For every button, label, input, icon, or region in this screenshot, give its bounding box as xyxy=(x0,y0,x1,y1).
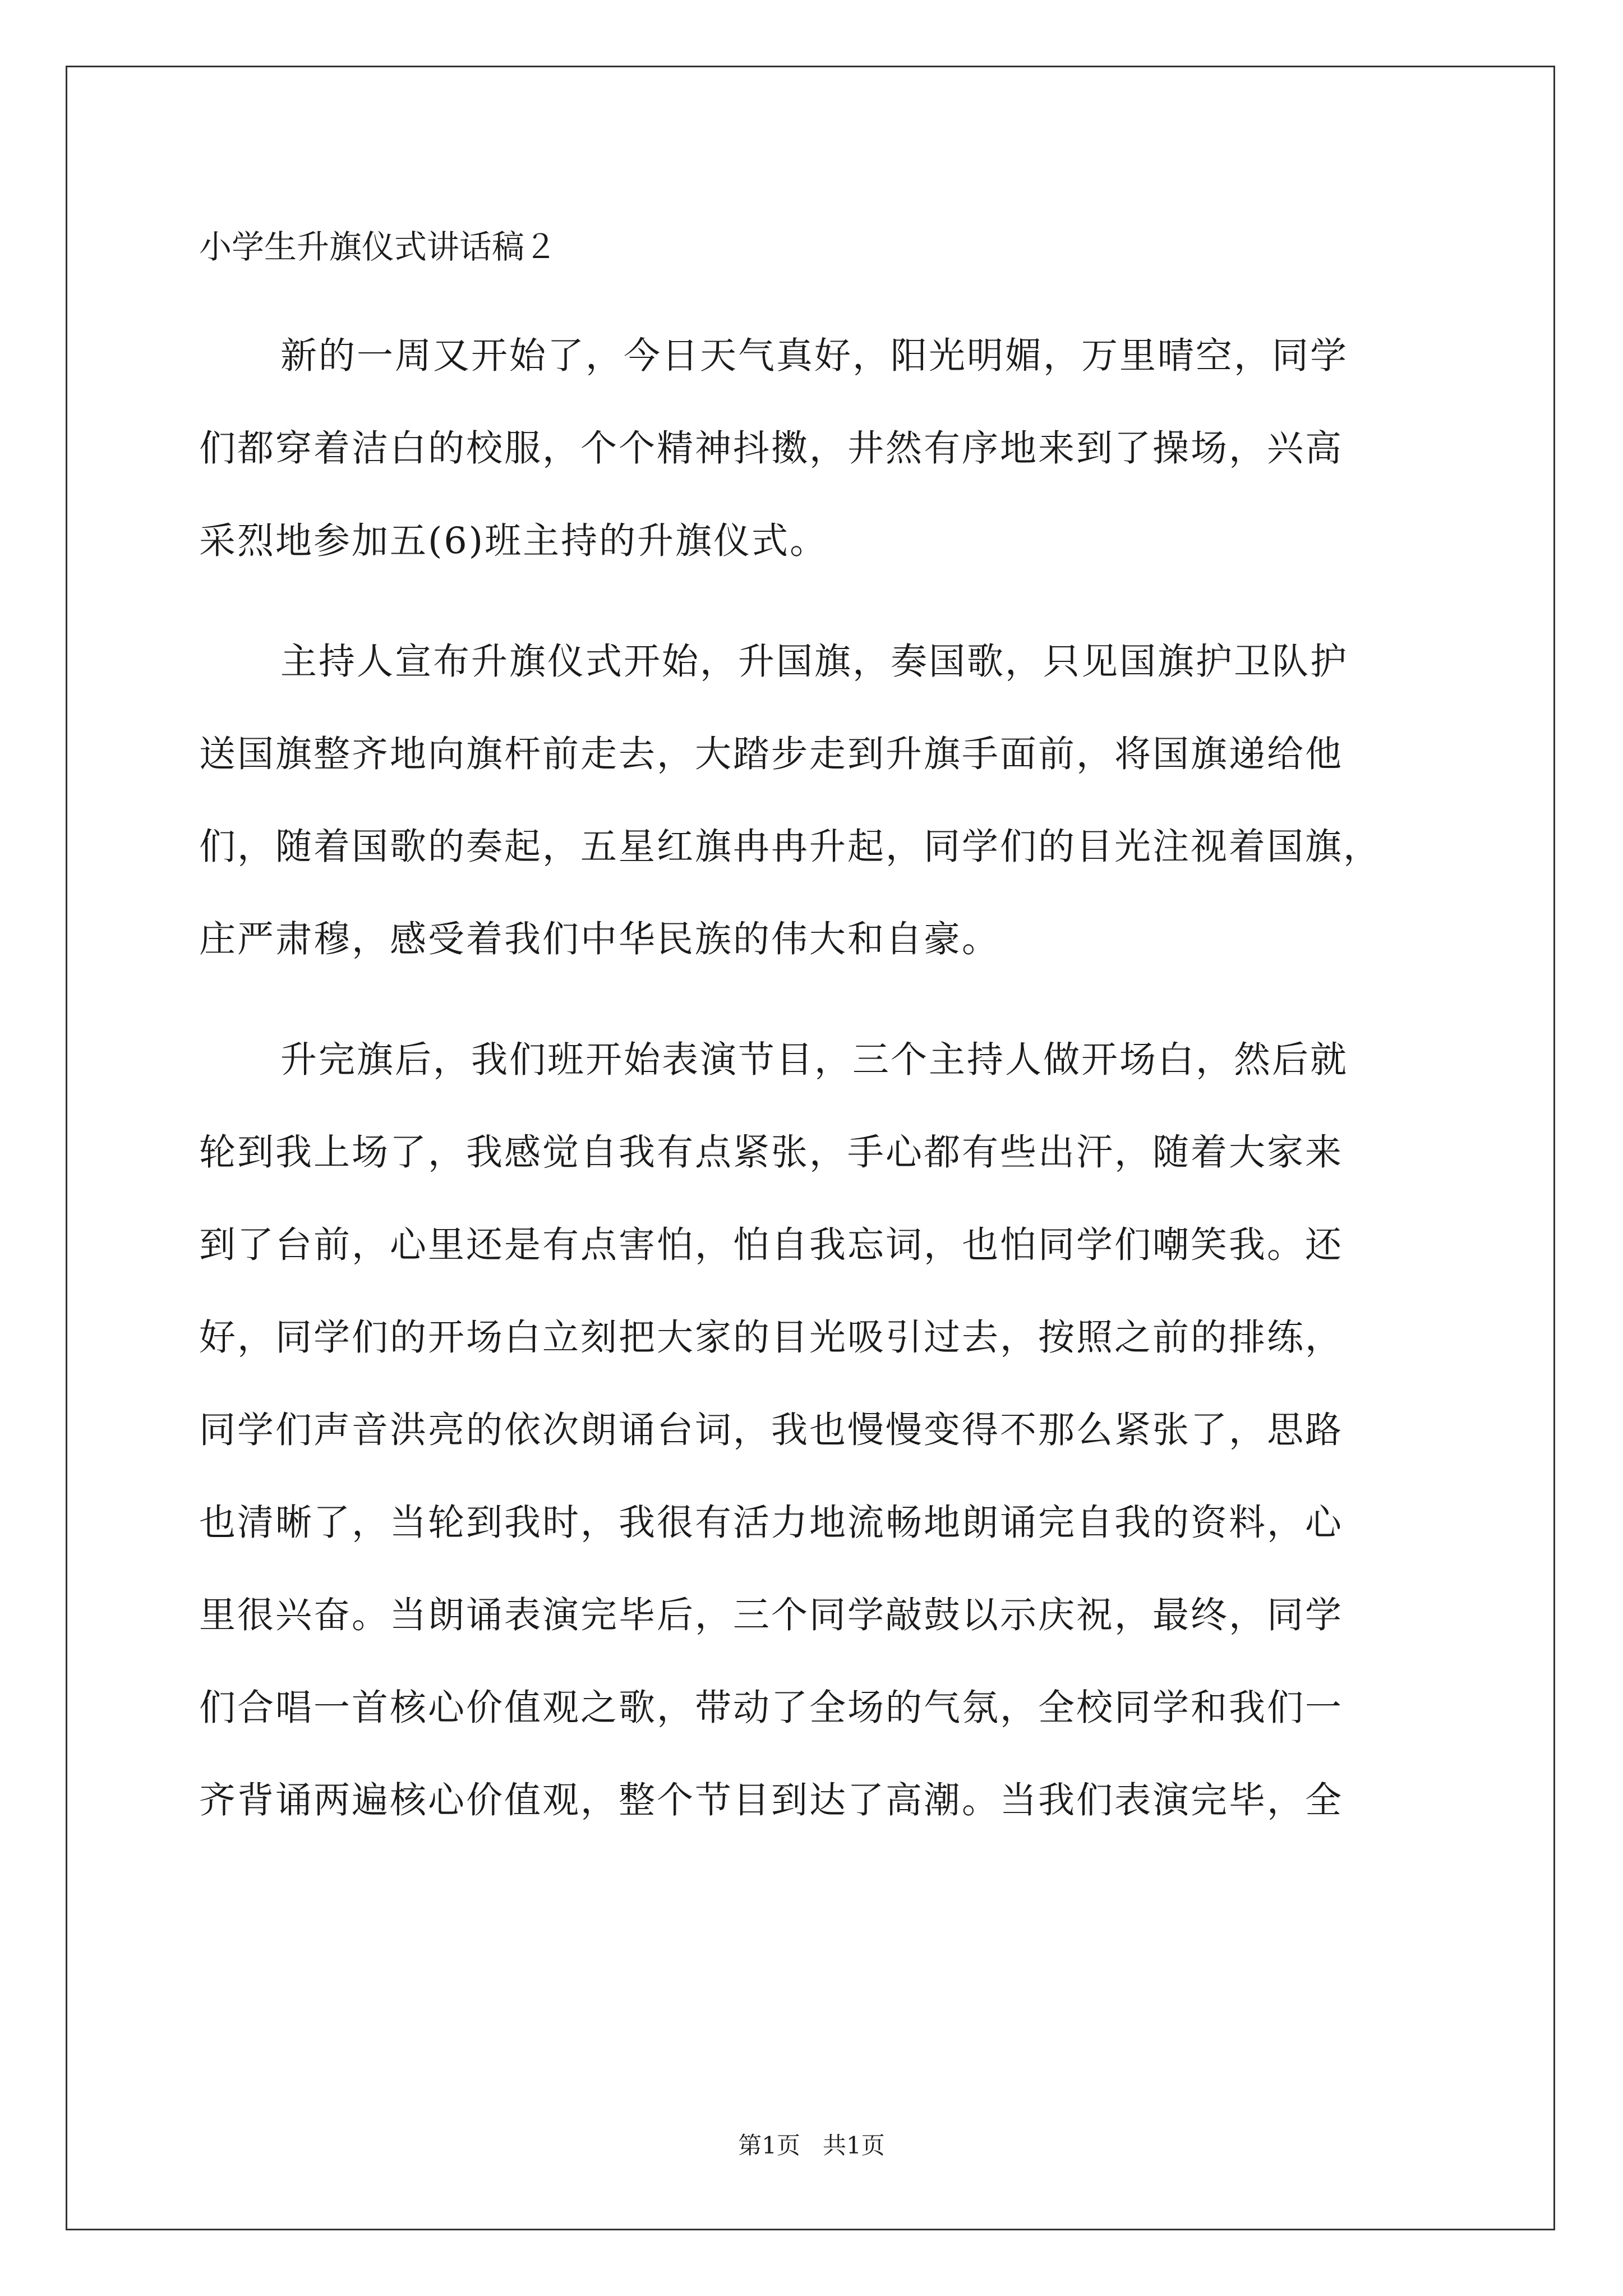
paragraph-2-line-2: 送国旗整齐地向旗杆前走去，大踏步走到升旗手面前，将国旗递给他 xyxy=(199,733,1344,775)
paragraph-1-line-3: 采烈地参加五(6)班主持的升旗仪式。 xyxy=(199,520,828,562)
paragraph-3-line-3: 到了台前，心里还是有点害怕，怕自我忘词，也怕同学们嘲笑我。还 xyxy=(199,1224,1344,1266)
paragraph-2-line-1: 主持人宣布升旗仪式开始，升国旗，奏国歌，只见国旗护卫队护 xyxy=(280,641,1349,683)
paragraph-3-line-6: 也清晰了，当轮到我时，我很有活力地流畅地朗诵完自我的资料，心 xyxy=(199,1502,1344,1544)
page-footer: 第1页 共1页 xyxy=(738,2132,885,2159)
paragraph-3-line-9: 齐背诵两遍核心价值观，整个节目到达了高潮。当我们表演完毕，全 xyxy=(199,1779,1344,1821)
paragraph-2-line-3: 们，随着国歌的奏起，五星红旗冉冉升起，同学们的目光注视着国旗， xyxy=(199,826,1382,868)
paragraph-3-line-4: 好，同学们的开场白立刻把大家的目光吸引过去，按照之前的排练， xyxy=(199,1317,1344,1359)
paragraph-1-line-1: 新的一周又开始了，今日天气真好，阳光明媚，万里晴空，同学 xyxy=(280,335,1349,377)
paragraph-3-line-8: 们合唱一首核心价值观之歌，带动了全场的气氛，全校同学和我们一 xyxy=(199,1687,1344,1729)
paragraph-1-line-2: 们都穿着洁白的校服，个个精神抖擞，井然有序地来到了操场，兴高 xyxy=(199,427,1344,470)
paragraph-2-line-4: 庄严肃穆，感受着我们中华民族的伟大和自豪。 xyxy=(199,918,1000,960)
paragraph-3-line-2: 轮到我上场了，我感觉自我有点紧张，手心都有些出汗，随着大家来 xyxy=(199,1131,1344,1174)
paragraph-3-line-7: 里很兴奋。当朗诵表演完毕后，三个同学敲鼓以示庆祝，最终，同学 xyxy=(199,1594,1344,1636)
paragraph-3-line-5: 同学们声音洪亮的依次朗诵台词，我也慢慢变得不那么紧张了，思路 xyxy=(199,1409,1344,1451)
paragraph-3-line-1: 升完旗后，我们班开始表演节目，三个主持人做开场白，然后就 xyxy=(280,1039,1349,1081)
document-title: 小学生升旗仪式讲话稿２ xyxy=(199,228,557,266)
